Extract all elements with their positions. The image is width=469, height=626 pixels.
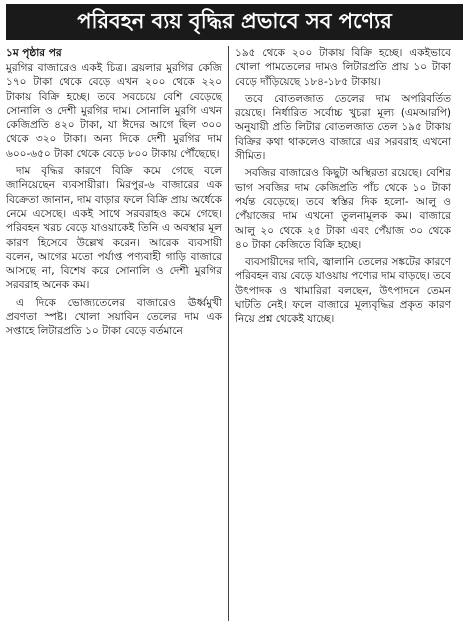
- paragraph: ১৯৫ থেকে ২০০ টাকায় বিক্রি হচ্ছে। একইভাবে খোলা পামতেলের দামও লিটারপ্রতি প্রায় ১০ টাকা বেড়ে দাঁড়িয়েছে ১৮৪-১৮৫ টাকায়।: [235, 47, 451, 88]
- paragraph: দাম বৃদ্ধির কারণে বিক্রি কমে গেছে বলে জানিয়েছেন ব্যবসায়ীরা। মিরপুর-৬ বাজারের এক বিক্রেতা জানান, দাম বাড়ার ফলে বিক্রি প্রায় অর্ধেকে নেমে এসেছে। একই সাথে সরবরাহও কমে গেছে। পরিবহন খরচ বেড়ে যাওয়াকেই তিনি এ অবস্থার মূল কারণ হিসেবে উল্লেখ করেন। আরেক ব্যবসায়ী বলেন, আগের মতো পর্যাপ্ত পণ্যবাহী গাড়ি বাজারে আসছে না, বিশেষ করে সোনালি ও দেশী মুরগির সরবরাহ অনেক কম।: [6, 165, 222, 292]
- continued-from-label: ১ম পৃষ্ঠার পর: [6, 47, 62, 59]
- paragraph: এ দিকে ভোজ্যতেলের বাজারেও ঊর্ধ্বমুখী প্রবণতা স্পষ্ট। খোলা সয়াবিন তেলের দাম এক সপ্তাহে লিটারপ্রতি ১০ টাকা বেড়ে বর্তমানে: [6, 296, 222, 338]
- paragraph: ব্যবসায়ীদের দাবি, জ্বালানি তেলের সঙ্কটের কারণে পরিবহন ব্যয় বেড়ে যাওয়ায় পণ্যের দাম বাড়ছে। তবে উৎপাদক ও খামারিরা বলছেন, উৎপাদনে তেমন ঘাটতি নেই। ফলে বাজারে মূল্যবৃদ্ধির প্রকৃত কারণ নিয়ে প্রশ্ন থেকেই যাচ্ছে।: [235, 256, 451, 326]
- paragraph: মুরগির বাজারেও একই চিত্র। ব্রয়লার মুরগির কেজি ১৭০ টাকা থেকে বেড়ে এখন ২০০ থেকে ২২০ টাকায় বিক্রি হচ্ছে। তবে সবচেয়ে বেশি বেড়েছে সোনালি ও দেশী মুরগির দাম। সোনালি মুরগি এখন কেজিপ্রতি ৪২০ টাকা, যা ঈদের আগে ছিল ৩০০ থেকে ৩২০ টাকা। অন্য দিকে দেশী মুরগির দাম ৬০০-৬৫০ টাকা থেকে বেড়ে ৮০০ টাকায় পৌঁছেছে।: [6, 62, 222, 160]
- headline-banner: [6, 4, 463, 40]
- right-column: [229, 46, 451, 621]
- left-column: [6, 46, 228, 621]
- headline: পরিবহন ব্যয় বৃদ্ধির প্রভাবে সব পণ্যের: [77, 8, 392, 33]
- article-body: [6, 46, 463, 621]
- paragraph: তবে বোতলজাত তেলের দাম অপরিবর্তিত রয়েছে। নির্ধারিত সর্বোচ্চ খুচরা মূল্য (এমআরপি) অনুযায়ী প্রতি লিটার বোতলজাত তেল ১৯৫ টাকায় বিক্রির কথা থাকলেও বাজারে এর সরবরাহ এখনো সীমিত।: [235, 92, 451, 163]
- paragraph: সবজির বাজারেও কিছুটা অস্থিরতা রয়েছে। বেশির ভাগ সবজির দাম কেজিপ্রতি পাঁচ থেকে ১০ টাকা পর্যন্ত বেড়েছে। তবে স্বস্তির দিক হলো- আলু ও পেঁয়াজের দাম এখনো তুলনামূলক কম। বাজারে আলু ২০ থেকে ২৫ টাকা এবং পেঁয়াজ ৩০ থেকে ৪০ টাকা কেজিতে বিক্রি হচ্ছে।: [235, 167, 451, 251]
